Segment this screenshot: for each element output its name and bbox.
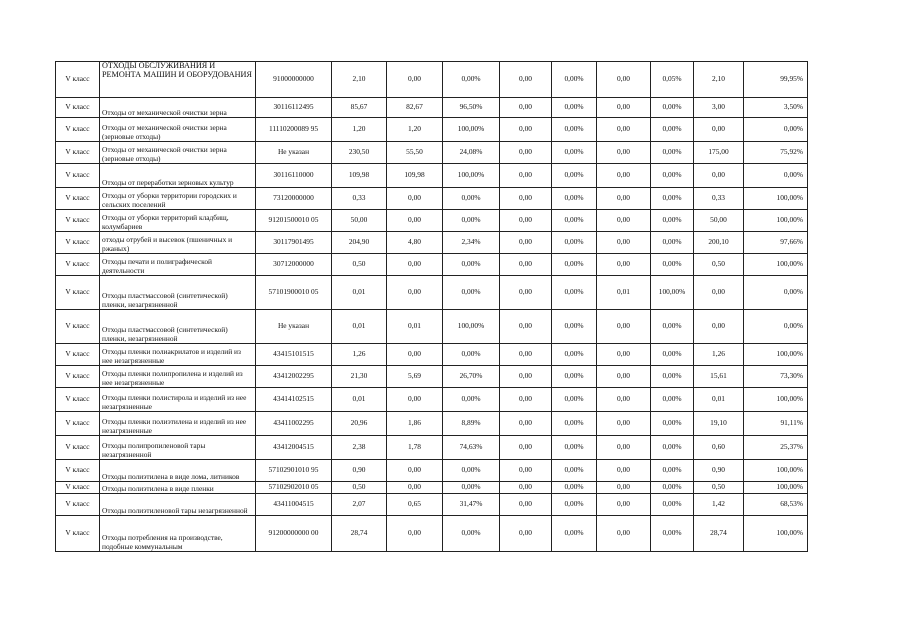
value-cell: 0,00% bbox=[552, 494, 597, 516]
value-cell: 0,00% bbox=[552, 164, 597, 188]
value-cell: 0,00 bbox=[500, 210, 552, 232]
table-row bbox=[56, 482, 852, 494]
value-cell: 100,00% bbox=[744, 482, 808, 494]
value-cell: 25,37% bbox=[744, 436, 808, 460]
value-cell: 0,00 bbox=[694, 118, 744, 142]
waste-name-cell: Отходы потребления на производстве, подобные коммунальным bbox=[100, 516, 256, 552]
value-cell: 0,00% bbox=[744, 118, 808, 142]
value-cell: 0,00% bbox=[651, 494, 694, 516]
waste-name-cell: Отходы пленки полипропилена и изделий из нее незагрязненные bbox=[100, 366, 256, 388]
value-cell: 0,00 bbox=[597, 412, 651, 436]
value-cell: 0,00 bbox=[597, 388, 651, 412]
value-cell: 0,00 bbox=[387, 388, 443, 412]
value-cell: 0,00% bbox=[651, 344, 694, 366]
value-cell: 75,92% bbox=[744, 142, 808, 164]
value-cell: 0,00 bbox=[597, 188, 651, 210]
value-cell: 50,00 bbox=[332, 210, 387, 232]
value-cell: 0,00% bbox=[443, 388, 500, 412]
value-cell: 0,00% bbox=[651, 388, 694, 412]
value-cell: 0,00 bbox=[694, 310, 744, 344]
value-cell: 1,78 bbox=[387, 436, 443, 460]
hazard-class-cell: V класс bbox=[56, 310, 100, 344]
value-cell: 26,70% bbox=[443, 366, 500, 388]
waste-name-cell: Отходы пленки полиакрилатов и изделий из нее незагрязненные bbox=[100, 344, 256, 366]
value-cell: 2,38 bbox=[332, 436, 387, 460]
value-cell: 100,00% bbox=[443, 164, 500, 188]
value-cell: 0,00% bbox=[651, 98, 694, 118]
value-cell: 0,65 bbox=[387, 494, 443, 516]
value-cell: 0,00 bbox=[500, 188, 552, 210]
value-cell: 175,00 bbox=[694, 142, 744, 164]
hazard-class-cell: V класс bbox=[56, 344, 100, 366]
value-cell: 0,00% bbox=[651, 366, 694, 388]
value-cell: 0,00% bbox=[443, 344, 500, 366]
value-cell: 0,00 bbox=[597, 142, 651, 164]
value-cell: 0,00 bbox=[500, 388, 552, 412]
value-cell: 2,10 bbox=[694, 62, 744, 98]
value-cell: 0,00 bbox=[387, 62, 443, 98]
value-cell: 2,07 bbox=[332, 494, 387, 516]
table-row bbox=[56, 310, 852, 344]
hazard-class-cell: V класс bbox=[56, 210, 100, 232]
value-cell: 15,61 bbox=[694, 366, 744, 388]
table-row bbox=[56, 210, 852, 232]
fkko-code-cell: 30116112495 bbox=[256, 98, 332, 118]
waste-name-cell: Отходы от механической очистки зерна bbox=[100, 98, 256, 118]
fkko-code-cell: 30117901495 bbox=[256, 232, 332, 254]
value-cell: 0,00% bbox=[651, 254, 694, 276]
hazard-class-cell: V класс bbox=[56, 482, 100, 494]
value-cell: 91,11% bbox=[744, 412, 808, 436]
value-cell: 0,00 bbox=[694, 276, 744, 310]
waste-name-cell: Отходы полипропиленовой тары незагрязненной bbox=[100, 436, 256, 460]
value-cell: 0,00% bbox=[443, 482, 500, 494]
value-cell: 99,95% bbox=[744, 62, 808, 98]
value-cell: 0,05% bbox=[651, 62, 694, 98]
table-row bbox=[56, 118, 852, 142]
waste-name-cell: Отходы пленки полистирола и изделий из нее незагрязненные bbox=[100, 388, 256, 412]
value-cell: 0,00% bbox=[744, 276, 808, 310]
value-cell: 0,00% bbox=[744, 310, 808, 344]
value-cell: 2,34% bbox=[443, 232, 500, 254]
value-cell: 0,00% bbox=[552, 516, 597, 552]
value-cell: 0,60 bbox=[694, 436, 744, 460]
table-row bbox=[56, 494, 852, 516]
value-cell: 0,00 bbox=[500, 98, 552, 118]
hazard-class-cell: V класс bbox=[56, 494, 100, 516]
fkko-code-cell: 30712000000 bbox=[256, 254, 332, 276]
value-cell: 5,69 bbox=[387, 366, 443, 388]
value-cell: 1,26 bbox=[332, 344, 387, 366]
value-cell: 19,10 bbox=[694, 412, 744, 436]
value-cell: 0,00% bbox=[552, 366, 597, 388]
hazard-class-cell: V класс bbox=[56, 436, 100, 460]
table-row bbox=[56, 62, 852, 98]
value-cell: 0,00% bbox=[443, 516, 500, 552]
value-cell: 82,67 bbox=[387, 98, 443, 118]
value-cell: 3,00 bbox=[694, 98, 744, 118]
value-cell: 204,90 bbox=[332, 232, 387, 254]
value-cell: 0,00% bbox=[552, 118, 597, 142]
value-cell: 0,00 bbox=[694, 164, 744, 188]
value-cell: 0,00 bbox=[500, 232, 552, 254]
waste-name-cell: Отходы от механической очистки зерна (зерновые отходы) bbox=[100, 118, 256, 142]
value-cell: 0,00% bbox=[651, 164, 694, 188]
value-cell: 0,00 bbox=[387, 276, 443, 310]
value-cell: 0,01 bbox=[694, 388, 744, 412]
value-cell: 200,10 bbox=[694, 232, 744, 254]
table-row bbox=[56, 460, 852, 482]
value-cell: 0,01 bbox=[332, 276, 387, 310]
table-row bbox=[56, 516, 852, 552]
value-cell: 100,00% bbox=[744, 188, 808, 210]
value-cell: 0,00% bbox=[552, 482, 597, 494]
value-cell: 0,01 bbox=[332, 310, 387, 344]
value-cell: 3,50% bbox=[744, 98, 808, 118]
waste-name-cell: Отходы пластмассовой (синтетической) пленки, незагрязненной bbox=[100, 310, 256, 344]
value-cell: 74,63% bbox=[443, 436, 500, 460]
value-cell: 0,00 bbox=[597, 98, 651, 118]
value-cell: 0,00 bbox=[597, 494, 651, 516]
waste-name-cell: Отходы от механической очистки зерна (зерновые отходы) bbox=[100, 142, 256, 164]
table-row bbox=[56, 164, 852, 188]
value-cell: 0,01 bbox=[332, 388, 387, 412]
value-cell: 0,00% bbox=[443, 254, 500, 276]
table-row bbox=[56, 142, 852, 164]
hazard-class-cell: V класс bbox=[56, 118, 100, 142]
value-cell: 0,00 bbox=[387, 188, 443, 210]
value-cell: 55,50 bbox=[387, 142, 443, 164]
fkko-code-cell: 43411004515 bbox=[256, 494, 332, 516]
value-cell: 0,00 bbox=[500, 436, 552, 460]
table-row bbox=[56, 276, 852, 310]
value-cell: 0,00% bbox=[744, 164, 808, 188]
value-cell: 1,26 bbox=[694, 344, 744, 366]
value-cell: 0,90 bbox=[332, 460, 387, 482]
value-cell: 0,00% bbox=[651, 310, 694, 344]
value-cell: 0,00 bbox=[597, 232, 651, 254]
hazard-class-cell: V класс bbox=[56, 142, 100, 164]
value-cell: 0,00% bbox=[552, 436, 597, 460]
value-cell: 0,00 bbox=[500, 276, 552, 310]
value-cell: 0,00 bbox=[500, 412, 552, 436]
value-cell: 0,00 bbox=[597, 516, 651, 552]
value-cell: 0,50 bbox=[694, 482, 744, 494]
value-cell: 4,80 bbox=[387, 232, 443, 254]
value-cell: 0,00 bbox=[500, 344, 552, 366]
value-cell: 97,66% bbox=[744, 232, 808, 254]
value-cell: 0,00% bbox=[651, 460, 694, 482]
value-cell: 0,00 bbox=[500, 516, 552, 552]
value-cell: 0,00% bbox=[552, 62, 597, 98]
waste-name-cell: Отходы от переработки зерновых культур bbox=[100, 164, 256, 188]
value-cell: 68,53% bbox=[744, 494, 808, 516]
hazard-class-cell: V класс bbox=[56, 366, 100, 388]
value-cell: 0,00% bbox=[443, 62, 500, 98]
value-cell: 0,00% bbox=[552, 344, 597, 366]
value-cell: 0,00% bbox=[443, 188, 500, 210]
value-cell: 0,90 bbox=[694, 460, 744, 482]
value-cell: 0,00% bbox=[552, 210, 597, 232]
fkko-code-cell: 43412002295 bbox=[256, 366, 332, 388]
value-cell: 0,50 bbox=[694, 254, 744, 276]
value-cell: 28,74 bbox=[694, 516, 744, 552]
value-cell: 0,00 bbox=[387, 254, 443, 276]
table-row bbox=[56, 388, 852, 412]
waste-name-cell: Отходы полиэтиленовой тары незагрязненной bbox=[100, 494, 256, 516]
value-cell: 100,00% bbox=[651, 276, 694, 310]
fkko-code-cell: 30116110000 bbox=[256, 164, 332, 188]
value-cell: 0,00 bbox=[597, 118, 651, 142]
hazard-class-cell: V класс bbox=[56, 188, 100, 210]
hazard-class-cell: V класс bbox=[56, 460, 100, 482]
value-cell: 0,00 bbox=[597, 366, 651, 388]
value-cell: 1,20 bbox=[332, 118, 387, 142]
value-cell: 109,98 bbox=[387, 164, 443, 188]
value-cell: 100,00% bbox=[744, 344, 808, 366]
value-cell: 0,00 bbox=[387, 516, 443, 552]
waste-name-cell: Отходы пластмассовой (синтетической) пленки, незагрязненной bbox=[100, 276, 256, 310]
value-cell: 0,00 bbox=[387, 460, 443, 482]
value-cell: 0,00 bbox=[597, 254, 651, 276]
table-row bbox=[56, 188, 852, 210]
value-cell: 0,00% bbox=[651, 412, 694, 436]
value-cell: 0,00% bbox=[651, 516, 694, 552]
table-row bbox=[56, 98, 852, 118]
hazard-class-cell: V класс bbox=[56, 254, 100, 276]
value-cell: 0,00 bbox=[597, 62, 651, 98]
fkko-code-cell: 91200000000 00 bbox=[256, 516, 332, 552]
value-cell: 31,47% bbox=[443, 494, 500, 516]
value-cell: 0,00% bbox=[552, 232, 597, 254]
fkko-code-cell: 57102901010 95 bbox=[256, 460, 332, 482]
value-cell: 0,00% bbox=[651, 482, 694, 494]
value-cell: 0,00% bbox=[443, 276, 500, 310]
waste-name-cell: Отходы полиэтилена в виде пленки bbox=[100, 482, 256, 494]
value-cell: 230,50 bbox=[332, 142, 387, 164]
value-cell: 2,10 bbox=[332, 62, 387, 98]
value-cell: 0,00% bbox=[552, 254, 597, 276]
waste-table-body bbox=[56, 62, 852, 552]
value-cell: 0,00% bbox=[651, 232, 694, 254]
waste-name-cell: Отходы печати и полиграфической деятельности bbox=[100, 254, 256, 276]
value-cell: 0,00 bbox=[500, 494, 552, 516]
value-cell: 24,08% bbox=[443, 142, 500, 164]
hazard-class-cell: V класс bbox=[56, 98, 100, 118]
value-cell: 0,00 bbox=[500, 118, 552, 142]
waste-table bbox=[55, 61, 852, 552]
value-cell: 1,86 bbox=[387, 412, 443, 436]
fkko-code-cell: 11110200089 95 bbox=[256, 118, 332, 142]
value-cell: 0,00 bbox=[500, 310, 552, 344]
value-cell: 0,50 bbox=[332, 482, 387, 494]
value-cell: 85,67 bbox=[332, 98, 387, 118]
waste-name-cell: ОТХОДЫ ОБСЛУЖИВАНИЯ И РЕМОНТА МАШИН И ОБОРУДОВАНИЯ bbox=[100, 62, 256, 98]
fkko-code-cell: 57101900010 05 bbox=[256, 276, 332, 310]
fkko-code-cell: 91000000000 bbox=[256, 62, 332, 98]
fkko-code-cell: Не указан bbox=[256, 142, 332, 164]
value-cell: 0,00 bbox=[597, 460, 651, 482]
hazard-class-cell: V класс bbox=[56, 232, 100, 254]
value-cell: 0,00% bbox=[552, 388, 597, 412]
value-cell: 100,00% bbox=[744, 254, 808, 276]
value-cell: 0,00 bbox=[500, 62, 552, 98]
value-cell: 0,00 bbox=[500, 366, 552, 388]
value-cell: 0,33 bbox=[694, 188, 744, 210]
value-cell: 0,00% bbox=[651, 210, 694, 232]
value-cell: 0,00 bbox=[597, 210, 651, 232]
table-row bbox=[56, 232, 852, 254]
waste-name-cell: Отходы полиэтилена в виде лома, литников bbox=[100, 460, 256, 482]
value-cell: 20,96 bbox=[332, 412, 387, 436]
value-cell: 0,00 bbox=[500, 482, 552, 494]
value-cell: 0,00 bbox=[597, 344, 651, 366]
table-row bbox=[56, 436, 852, 460]
fkko-code-cell: 57102902010 05 bbox=[256, 482, 332, 494]
fkko-code-cell: 91201500010 05 bbox=[256, 210, 332, 232]
hazard-class-cell: V класс bbox=[56, 516, 100, 552]
value-cell: 0,00% bbox=[651, 188, 694, 210]
fkko-code-cell: Не указан bbox=[256, 310, 332, 344]
fkko-code-cell: 43411002295 bbox=[256, 412, 332, 436]
table-row bbox=[56, 254, 852, 276]
fkko-code-cell: 73120000000 bbox=[256, 188, 332, 210]
value-cell: 28,74 bbox=[332, 516, 387, 552]
value-cell: 0,00% bbox=[552, 460, 597, 482]
value-cell: 100,00% bbox=[443, 118, 500, 142]
hazard-class-cell: V класс bbox=[56, 388, 100, 412]
table-row bbox=[56, 366, 852, 388]
value-cell: 100,00% bbox=[744, 388, 808, 412]
value-cell: 1,20 bbox=[387, 118, 443, 142]
value-cell: 0,00% bbox=[552, 276, 597, 310]
value-cell: 0,00 bbox=[597, 164, 651, 188]
value-cell: 0,00 bbox=[387, 210, 443, 232]
value-cell: 0,00% bbox=[651, 436, 694, 460]
table-row bbox=[56, 344, 852, 366]
waste-name-cell: Отходы пленки полиэтилена и изделий из нее незагрязненные bbox=[100, 412, 256, 436]
value-cell: 0,00 bbox=[500, 142, 552, 164]
value-cell: 0,01 bbox=[387, 310, 443, 344]
waste-name-cell: Отходы от уборки территорий кладбищ, колумбариев bbox=[100, 210, 256, 232]
value-cell: 0,33 bbox=[332, 188, 387, 210]
value-cell: 0,00% bbox=[552, 98, 597, 118]
value-cell: 96,50% bbox=[443, 98, 500, 118]
fkko-code-cell: 43412004515 bbox=[256, 436, 332, 460]
value-cell: 0,00 bbox=[500, 254, 552, 276]
fkko-code-cell: 43415101515 bbox=[256, 344, 332, 366]
table-row bbox=[56, 412, 852, 436]
waste-name-cell: Отходы от уборки территории городских и сельских поселений bbox=[100, 188, 256, 210]
value-cell: 0,00 bbox=[597, 310, 651, 344]
value-cell: 0,00% bbox=[651, 118, 694, 142]
waste-name-cell: отходы отрубей и высевок (пшеничных и ржаных) bbox=[100, 232, 256, 254]
value-cell: 0,50 bbox=[332, 254, 387, 276]
value-cell: 100,00% bbox=[744, 210, 808, 232]
value-cell: 0,00 bbox=[387, 482, 443, 494]
value-cell: 0,00 bbox=[387, 344, 443, 366]
value-cell: 0,00% bbox=[552, 142, 597, 164]
value-cell: 0,00 bbox=[597, 482, 651, 494]
hazard-class-cell: V класс bbox=[56, 62, 100, 98]
value-cell: 0,00% bbox=[651, 142, 694, 164]
hazard-class-cell: V класс bbox=[56, 164, 100, 188]
hazard-class-cell: V класс bbox=[56, 412, 100, 436]
value-cell: 1,42 bbox=[694, 494, 744, 516]
value-cell: 109,98 bbox=[332, 164, 387, 188]
value-cell: 100,00% bbox=[744, 460, 808, 482]
fkko-code-cell: 43414102515 bbox=[256, 388, 332, 412]
value-cell: 100,00% bbox=[443, 310, 500, 344]
hazard-class-cell: V класс bbox=[56, 276, 100, 310]
value-cell: 8,89% bbox=[443, 412, 500, 436]
value-cell: 0,00 bbox=[500, 460, 552, 482]
value-cell: 0,00% bbox=[552, 412, 597, 436]
value-cell: 0,00 bbox=[500, 164, 552, 188]
value-cell: 0,00 bbox=[597, 436, 651, 460]
value-cell: 21,30 bbox=[332, 366, 387, 388]
value-cell: 50,00 bbox=[694, 210, 744, 232]
value-cell: 0,00% bbox=[443, 210, 500, 232]
value-cell: 73,30% bbox=[744, 366, 808, 388]
value-cell: 0,01 bbox=[597, 276, 651, 310]
value-cell: 100,00% bbox=[744, 516, 808, 552]
value-cell: 0,00% bbox=[443, 460, 500, 482]
value-cell: 0,00% bbox=[552, 310, 597, 344]
value-cell: 0,00% bbox=[552, 188, 597, 210]
